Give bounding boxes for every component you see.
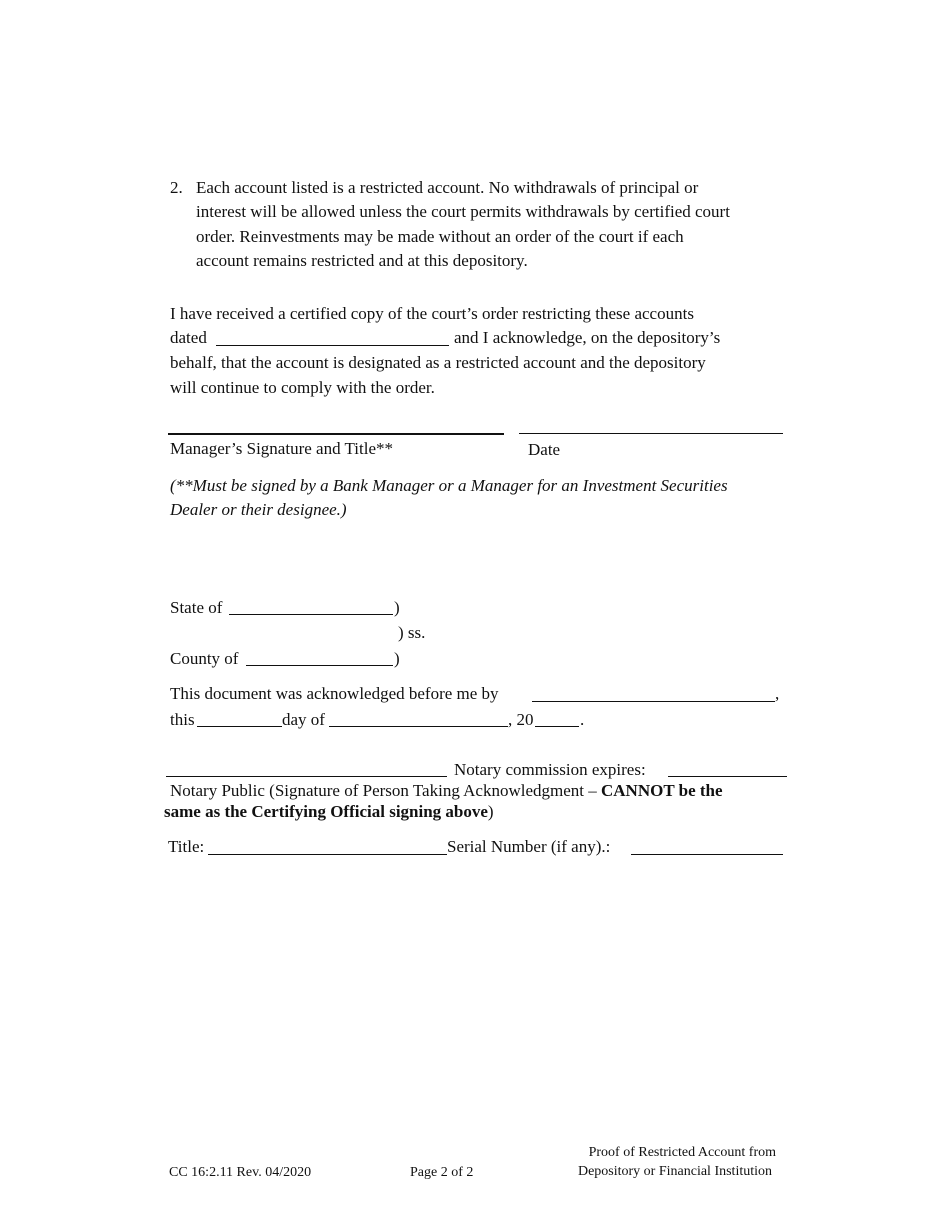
- manager-signature-label: Manager’s Signature and Title**: [170, 439, 394, 458]
- manager-signature-field[interactable]: [168, 433, 504, 435]
- notary-public-bold-2: same as the Certifying Official signing above: [164, 802, 488, 821]
- serial-number-field[interactable]: [631, 854, 783, 855]
- ack-before-label: This document was acknowledged before me by: [170, 684, 499, 703]
- acknowledger-name-field[interactable]: [532, 701, 775, 702]
- state-field[interactable]: [229, 614, 393, 615]
- form-title-line-1: Proof of Restricted Account from: [588, 1145, 776, 1160]
- page-number: Page 2 of 2: [410, 1165, 474, 1180]
- commission-expires-field[interactable]: [668, 776, 787, 777]
- day-of-label: day of: [282, 710, 325, 729]
- dated-field[interactable]: [216, 345, 449, 346]
- title-label: Title:: [168, 837, 205, 856]
- notary-public-bold-1: CANNOT be the: [601, 781, 723, 800]
- item-number: 2.: [170, 178, 183, 197]
- year-prefix: , 20: [508, 710, 534, 729]
- month-field[interactable]: [329, 726, 508, 727]
- signature-note-line-2: Dealer or their designee.): [170, 500, 347, 519]
- ack-line-4: will continue to comply with the order.: [170, 378, 435, 397]
- form-code: CC 16:2.11 Rev. 04/2020: [169, 1165, 312, 1180]
- state-label: State of: [170, 598, 223, 617]
- notary-signature-field[interactable]: [166, 776, 447, 777]
- ack-line-1: I have received a certified copy of the court’s order restricting these accounts: [170, 304, 694, 323]
- item-2-line-4: account remains restricted and at this depository.: [196, 251, 528, 270]
- item-2-line-3: order. Reinvestments may be made without an order of the court if each: [196, 227, 684, 246]
- county-label: County of: [170, 649, 239, 668]
- notary-public-line-2: [164, 800, 494, 825]
- day-field[interactable]: [197, 726, 282, 727]
- this-label: this: [170, 710, 195, 729]
- serial-number-label: Serial Number (if any).:: [447, 837, 611, 856]
- date-label: Date: [528, 440, 561, 459]
- ack-line-2-rest: and I acknowledge, on the depository’s: [454, 328, 721, 347]
- notary-public-close: ): [487, 802, 494, 821]
- state-paren: ): [394, 598, 400, 617]
- title-field[interactable]: [208, 854, 447, 855]
- year-period: .: [580, 710, 585, 729]
- item-2-line-1: Each account listed is a restricted account. No withdrawals of principal or: [196, 178, 699, 197]
- item-2-line-2: interest will be allowed unless the court permits withdrawals by certified court: [196, 202, 730, 221]
- ack-line-3: behalf, that the account is designated as a restricted account and the depository: [170, 353, 706, 372]
- signature-note-line-1: (**Must be signed by a Bank Manager or a Manager for an Investment Securities: [170, 476, 728, 495]
- notary-public-prefix: Notary Public (Signature of Person Taking Acknowledgment –: [170, 781, 601, 800]
- date-field[interactable]: [519, 433, 783, 434]
- ack-before-comma: ,: [775, 684, 780, 703]
- year-field[interactable]: [535, 726, 579, 727]
- county-field[interactable]: [246, 665, 393, 666]
- dated-label: dated: [170, 328, 207, 347]
- commission-expires-label: Notary commission expires:: [454, 760, 646, 779]
- form-title-line-2: Depository or Financial Institution: [577, 1164, 772, 1179]
- county-paren: ): [394, 649, 400, 668]
- ss-label: ) ss.: [398, 623, 426, 642]
